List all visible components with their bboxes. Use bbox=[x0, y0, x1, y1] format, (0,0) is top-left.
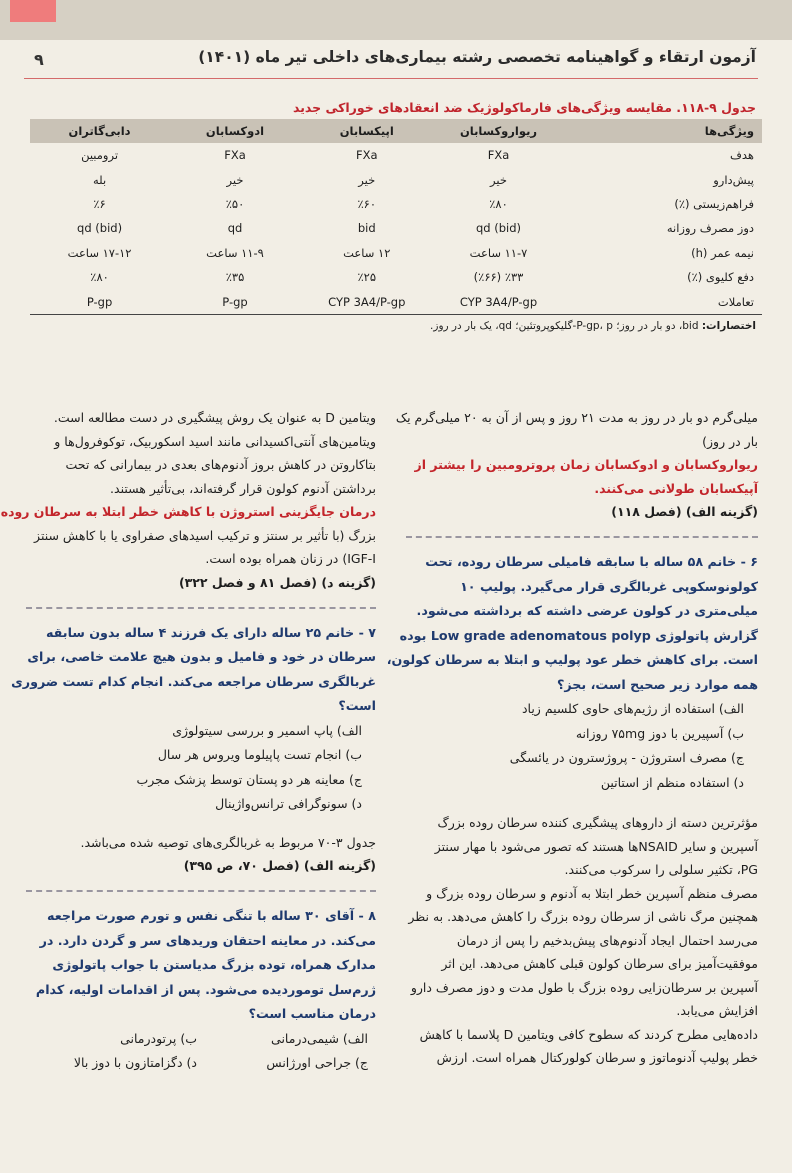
table-cell: دفع کلیوی (٪) bbox=[687, 270, 754, 285]
question-7-option-b: ب) انجام تست پاپیلوما ویروس هر سال bbox=[157, 747, 362, 762]
question-8-text: مدارک همراه، توده بزرگ مدیاستن با جواب پاتولوژی bbox=[52, 957, 376, 972]
table-header-cell: ویژگی‌ها bbox=[564, 119, 762, 143]
right-column bbox=[386, 406, 758, 1070]
table-cell: نیمه عمر (h) bbox=[691, 245, 754, 260]
table-cell: بله bbox=[92, 172, 107, 187]
table-header-row bbox=[30, 119, 762, 143]
body-text: بار در روز) bbox=[702, 433, 758, 449]
table-cell: qd (bid) bbox=[77, 221, 123, 236]
body-text: ویتامین D به عنوان یک روش پیشگیری در دست مطالعه است. bbox=[53, 410, 376, 425]
explanation-text: مؤثرترین دسته از داروهای پیشگیری کننده سرطان روده بزرگ bbox=[437, 815, 758, 830]
table-cell: P-gp bbox=[30, 289, 169, 314]
table-cell: دوز مصرف روزانه bbox=[666, 221, 754, 236]
question-8-options bbox=[26, 1027, 368, 1076]
table-header-cell: ادوکسابان bbox=[169, 119, 301, 143]
explanation-text: موفقیت‌آمیز برای سرطان کولون قبلی کاهش می‌دهد. این اثر bbox=[441, 956, 758, 971]
explanation-text: می‌رسد احتمال ایجاد آدنوم‌های پیش‌بدخیم را پس از درمان bbox=[456, 932, 758, 948]
page-header bbox=[24, 42, 758, 79]
question-7-text: ۷ - خانم ۲۵ ساله دارای یک فرزند ۴ ساله بدون سابقه bbox=[45, 624, 376, 640]
question-8-option-a: الف) شیمی‌درمانی bbox=[271, 1030, 368, 1046]
page-header-title: آزمون ارتقاء و گواهینامه تخصصی رشته بیماری‌های داخلی تیر ماه (۱۴۰۱) bbox=[198, 48, 756, 66]
explanation-text: همچنین مرگ ناشی از سرطان روده بزرگ را کاهش می‌دهد. به نظر bbox=[408, 909, 758, 924]
table-cell: qd bbox=[227, 221, 243, 236]
question-6-text: است. برای کاهش خطر عود پولیپ و ابتلا به سرطان کولون، bbox=[386, 652, 758, 667]
question-8-text: ژرم‌سل توموردیده می‌شود. پس از اقدامات اولیه، کدام bbox=[35, 981, 376, 997]
table-cell: ٪۶ bbox=[93, 196, 106, 211]
table-cell: qd (bid) bbox=[475, 221, 522, 236]
body-text: برداشتن آدنوم کولون قرار گرفته‌اند، بی‌تأثیر هستند. bbox=[110, 480, 376, 496]
table-cell: bid bbox=[357, 221, 376, 236]
question-8-option-d: د) دگزامتازون با دوز بالا bbox=[73, 1055, 197, 1070]
question-6-option-b: ب) آسپیرین با دوز ۷۵mg روزانه bbox=[575, 725, 744, 741]
table-cell: فراهم‌زیستی (٪) bbox=[674, 196, 754, 211]
question-8-text: ۸ - آقای ۳۰ ساله با تنگی نفس و تورم صورت مراجعه bbox=[47, 908, 376, 923]
table-cell: ٪۶۰ bbox=[357, 196, 377, 211]
table-cell: ترومبین bbox=[81, 148, 119, 163]
question-8-text: می‌کند. در معاینه احتقان وریدهای سر و گردن دارد. در bbox=[39, 932, 376, 948]
question-6-option-a: الف) استفاده از رژیم‌های حاوی کلسیم زیاد bbox=[521, 701, 744, 716]
table-cell: ٪۲۵ bbox=[357, 270, 377, 285]
table-cell: خیر bbox=[358, 172, 376, 187]
question-6-option-c: ج) مصرف استروژن - پروژسترون در یائسگی bbox=[509, 750, 744, 765]
table-row bbox=[30, 167, 762, 191]
highlight-text: ریواروکسابان و ادوکسابان زمان پروترومبین را بیشتر از bbox=[414, 457, 758, 472]
red-corner-tab bbox=[10, 0, 56, 22]
question-divider bbox=[406, 536, 758, 538]
table-cell: CYP 3A4/P-gp bbox=[433, 289, 565, 314]
highlight-text: درمان جایگزینی استروژن با کاهش خطر ابتلا به سرطان روده bbox=[0, 504, 376, 519]
question-6-text: کولونوسکوپی غربالگری قرار می‌گیرد. پولیپ ۱۰ bbox=[460, 578, 758, 594]
table-cell: ۱۲ ساعت bbox=[343, 245, 391, 260]
answer-reference: (گزینه الف) (فصل ۷۰، ص ۳۹۵) bbox=[183, 858, 376, 873]
question-6-option-d: د) استفاده منظم از استاتین bbox=[600, 774, 744, 790]
table-cell: ٪۸۰ bbox=[90, 270, 109, 285]
abbreviations-text: bid، دو بار در روز؛ P-gp، p-گلیکوپروتئین؛ qd، یک بار در روز. bbox=[430, 319, 699, 332]
body-text: IGF-I) در زنان همراه بوده است. bbox=[205, 551, 376, 566]
highlight-text: آپیکسابان طولانی می‌کنند. bbox=[594, 480, 758, 496]
body-text: ویتامین‌های آنتی‌اکسیدانی مانند اسید اسکوربیک، توکوفرول‌ها و bbox=[54, 433, 376, 449]
question-6-text: ۶ - خانم ۵۸ ساله با سابقه فامیلی سرطان روده، تحت bbox=[425, 554, 758, 569]
explanation-text: خطر پولیپ آدنوماتوز و سرطان کولورکتال همراه است. ارزش bbox=[436, 1050, 758, 1065]
question-6-text: همه موارد زیر صحیح است، بجز؟ bbox=[557, 676, 758, 692]
explanation-text: PG، تکثیر سلولی را سرکوب می‌کنند. bbox=[564, 862, 758, 877]
table-cell: خیر bbox=[226, 172, 244, 187]
table-row bbox=[30, 143, 762, 167]
top-margin-band bbox=[0, 0, 792, 40]
anticoagulant-table bbox=[30, 119, 762, 315]
question-divider bbox=[26, 607, 376, 609]
table-row bbox=[30, 241, 762, 265]
table-abbreviations bbox=[30, 320, 756, 332]
table-cell: ٪۸۰ bbox=[489, 196, 508, 211]
table-header-cell: اپیکسابان bbox=[301, 119, 433, 143]
question-7-text: سرطان در خود و فامیل و بدون هیچ علامت خاصی، برای bbox=[27, 649, 376, 664]
explanation-text: آسپرین و سایر NSAIDها هستند که تصور می‌شود با مهار سنتز bbox=[434, 838, 758, 854]
question-6-text: میلی‌متری در کولون عرضی داشته که برداشته می‌شود. bbox=[416, 603, 758, 618]
table-row bbox=[30, 216, 762, 240]
explanation-text: داده‌هایی مطرح کردند که سطوح کافی ویتامین D پلاسما با کاهش bbox=[419, 1026, 758, 1042]
pharmacology-table-section bbox=[30, 100, 762, 332]
table-cell: ٪۳۵ bbox=[225, 270, 245, 285]
answer-reference: (گزینه د) (فصل ۸۱ و فصل ۳۲۲) bbox=[178, 574, 376, 590]
table-cell: P-gp bbox=[169, 289, 301, 314]
table-cell: پیش‌دارو bbox=[713, 172, 754, 187]
explanation-text: افزایش می‌یابد. bbox=[676, 1003, 758, 1018]
question-8-text: درمان مناسب است؟ bbox=[248, 1006, 376, 1021]
table-cell: خیر bbox=[490, 172, 507, 187]
table-cell: ٪۳۳ (٪۶۶) bbox=[473, 270, 524, 285]
table-caption: جدول ۹-۱۱۸. مقایسه ویژگی‌های فارماکولوژیک ضد انعقادهای خوراکی جدید bbox=[292, 100, 756, 115]
question-divider bbox=[26, 890, 376, 892]
table-cell: CYP 3A4/P-gp bbox=[301, 289, 433, 314]
question-7-option-d: د) سونوگرافی ترانس‌واژینال bbox=[215, 796, 362, 811]
body-text: میلی‌گرم دو بار در روز به مدت ۲۱ روز و پس از آن به ۲۰ میلی‌گرم یک bbox=[395, 410, 758, 425]
body-text: بتاکاروتن در کاهش بروز آدنوم‌های بعدی در بیمارانی که تحت bbox=[65, 457, 376, 472]
question-7-option-a: الف) پاپ اسمیر و بررسی سیتولوژی bbox=[172, 722, 362, 738]
table-cell: FXa bbox=[224, 148, 246, 163]
table-cell: ٪۵۰ bbox=[225, 196, 245, 211]
page-number: ۹ bbox=[34, 50, 44, 69]
table-cell: ۱۱-۹ ساعت bbox=[206, 245, 264, 260]
question-8-option-b: ب) پرتودرمانی bbox=[120, 1030, 197, 1046]
explanation-text: مصرف منظم آسپرین خطر ابتلا به آدنوم و سرطان روده بزرگ و bbox=[426, 885, 758, 901]
table-cell: ۱۱-۷ ساعت bbox=[469, 245, 528, 260]
table-cell: هدف bbox=[729, 148, 754, 163]
question-8-option-c: ج) جراحی اورژانس bbox=[266, 1055, 368, 1070]
answer-reference: (گزینه الف) (فصل ۱۱۸) bbox=[611, 504, 758, 519]
abbreviations-label: اختصارات: bbox=[701, 319, 756, 332]
question-7-option-c: ج) معاینه هر دو پستان توسط پزشک مجرب bbox=[136, 771, 362, 787]
question-7-text: غربالگری سرطان مراجعه می‌کند. انجام کدام تست ضروری bbox=[11, 673, 376, 689]
question-7-text: است؟ bbox=[338, 698, 376, 713]
explanation-text: آسپرین بر سرطان‌زایی روده بزرگ با طول مدت و دوز مصرف دارو bbox=[410, 979, 758, 995]
body-text: بزرگ (با تأثیر بر سنتز و ترکیب اسیدهای صفراوی یا با کاهش سنتز bbox=[34, 527, 376, 543]
table-row bbox=[30, 289, 762, 314]
table-header-cell: دابی‌گاتران bbox=[30, 119, 169, 143]
table-cell: ۱۷-۱۲ ساعت bbox=[67, 245, 132, 260]
table-row bbox=[30, 192, 762, 216]
explanation-text: جدول ۳-۷۰ مربوط به غربالگری‌های توصیه شده می‌باشد. bbox=[80, 834, 376, 850]
left-column bbox=[0, 406, 376, 1076]
table-row bbox=[30, 265, 762, 289]
table-cell: FXa bbox=[355, 148, 378, 163]
table-header-cell: ریواروکسابان bbox=[433, 119, 565, 143]
question-6-text: گزارش پاتولوژی Low grade adenomatous polyp بوده bbox=[399, 627, 758, 643]
table-cell: FXa bbox=[487, 148, 510, 163]
table-cell: تعاملات bbox=[564, 289, 762, 314]
